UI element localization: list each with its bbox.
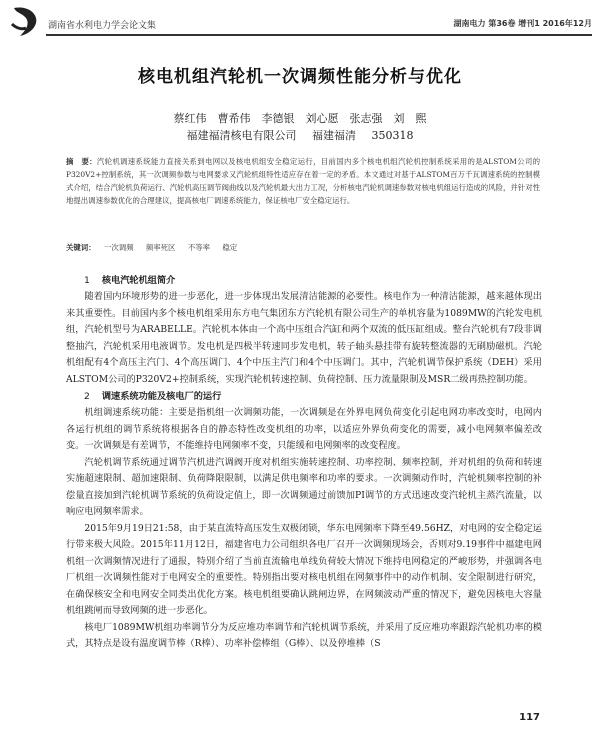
section-heading (66, 272, 542, 289)
section-number: 1 (84, 275, 90, 286)
section-number: 2 (84, 391, 90, 402)
paragraph: 随着国内环境形势的进一步恶化，进一步体现出发展清洁能源的必要性。核电作为一种清洁能源，越来越体现出来其重要性。目前国内多个核电机组采用东方电气集团东方汽轮机有限公司生产的单机容量为1089MW的汽轮发电机组，汽轮机型号为ARABELLE。汽轮机本体由一个高中压组合汽缸和两个双流的低压缸组成。整台汽轮机有7段非调整抽汽，汽轮机采用电液调节。发电机是四极半转速同步发电机，转子轴头悬挂带有旋转整流器的无刷励磁机。汽轮机组配有4个高压主汽门、4个高压调门、4个中压主汽门和4个中压调门。其中，汽轮机调节保护系统（DEH）采用ALSTOM公司的P320V2+控制系统，实现汽轮机转速控制、负荷控制、压力流量限制及MSR二级再热控制功能。 (66, 291, 542, 385)
affiliation-city: 福建福清 (312, 129, 356, 142)
abstract-text: 汽轮机调速系统能力直接关系到电网以及核电机组安全稳定运行，目前国内多个核电机组汽轮机控制系统采用的是ALSTOM公司的P320V2+控制系统，其一次调频参数与电网要求又汽轮机组特性适应存在着一定的矛盾。本文通过对基于ALSTOM百万千瓦调速系统的控制模式介绍，结合汽轮机负荷运行、汽轮机高压调节阀曲线以及汽轮机最大出力工况，分析核电汽轮机调速参数对核电机组运行造成的风险，并针对性地提出调速参数优化的合理建议，提高核电厂调速系统能力，保证核电厂安全稳定运行。 (66, 157, 540, 205)
keyword: 频率死区 (145, 243, 176, 252)
paragraph: 2015年9月19日21:58，由于某直流特高压发生双极闭锁，华东电网频率下降至49.56HZ，对电网的安全稳定运行带来极大风险。2015年11月12日，福建省电力公司组织各电厂召开一次调频现场会，否则对9.19事件中福建电网机组一次调频情况进行了通报，特别介绍了当前直流输电单线负荷较大情况下维持电网稳定的严峻形势，并强调各电厂机组一次调频性能对于电网安全的重要性。特别指出要对核电机组在网频事件中的动作机制、安全限制进行研究，在确保核安全和电网安全同类出优化方案。核电机组要确认跳闸边界，在网频波动严重的情况下，避免因核电大容量机组跳闸而导致网频的进一步恶化。 (66, 522, 542, 616)
keywords-label: 关键词： (66, 243, 96, 252)
affiliation (0, 127, 600, 143)
keyword: 一次调频 (103, 243, 134, 252)
paper-title: 核电机组汽轮机一次调频性能分析与优化 (138, 67, 462, 87)
page-header (8, 4, 592, 44)
keyword: 稳定 (222, 243, 238, 252)
abstract (66, 155, 540, 207)
paragraph: 汽轮机调节系统通过调节汽机进汽调阀开度对机组实施转速控制、功率控制、频率控制，并对机组的负荷和转速实施超速限制、超加速限制、负荷降限限制，以满足供电频率和功率的要求。一次调频动作时，汽轮机频率控制的补偿量直接加到汽轮机调节系统的负荷设定值上，即一次调频通过前馈加PI调节的方式迅速改变汽轮机主蒸汽流量，以响应电网频率需求。 (66, 456, 542, 517)
journal-name: 湖南省水利电力学会论文集 (48, 21, 157, 31)
journal-issue: 湖南电力 第36卷 增刊1 2016年12月 (453, 19, 592, 28)
paper-body (66, 272, 542, 653)
keyword: 不等率 (187, 243, 210, 252)
section-title: 核电汽轮机组简介 (101, 275, 176, 286)
abstract-label: 摘 要： (66, 157, 97, 166)
paragraph: 核电厂1089MW机组功率调节分为反应堆功率调节和汽轮机调节系统，并采用了反应堆功率跟踪汽轮机功率的模式，其特点是设有温度调节棒（R棒）、功率补偿棒组（G棒）、以及停堆棒（S (66, 621, 542, 649)
paragraph: 机组调速系统功能：主要是指机组一次调频功能，一次调频是在外界电网负荷变化引起电网功率改变时，电网内各运行机组的调节系统将根据各自的静态特性改变机组的功率，以适应外界负荷变化的需要，减小电网频率偏差改变。一次调频是有差调节，不能维持电网频率不变，只能缓和电网频率的改变程度。 (66, 407, 542, 451)
header-divider (46, 34, 592, 36)
author-list: 蔡红伟 曹希伟 李德银 刘心愿 张志强 刘 熙 (173, 112, 427, 125)
affiliation-zip: 350318 (371, 129, 414, 142)
section-heading (66, 388, 542, 405)
page-number: 117 (519, 712, 540, 723)
section-title: 调速系统功能及核电厂的运行 (101, 391, 222, 402)
journal-logo-icon (8, 4, 44, 40)
affiliation-org: 福建福清核电有限公司 (186, 129, 297, 142)
keywords (66, 242, 540, 253)
